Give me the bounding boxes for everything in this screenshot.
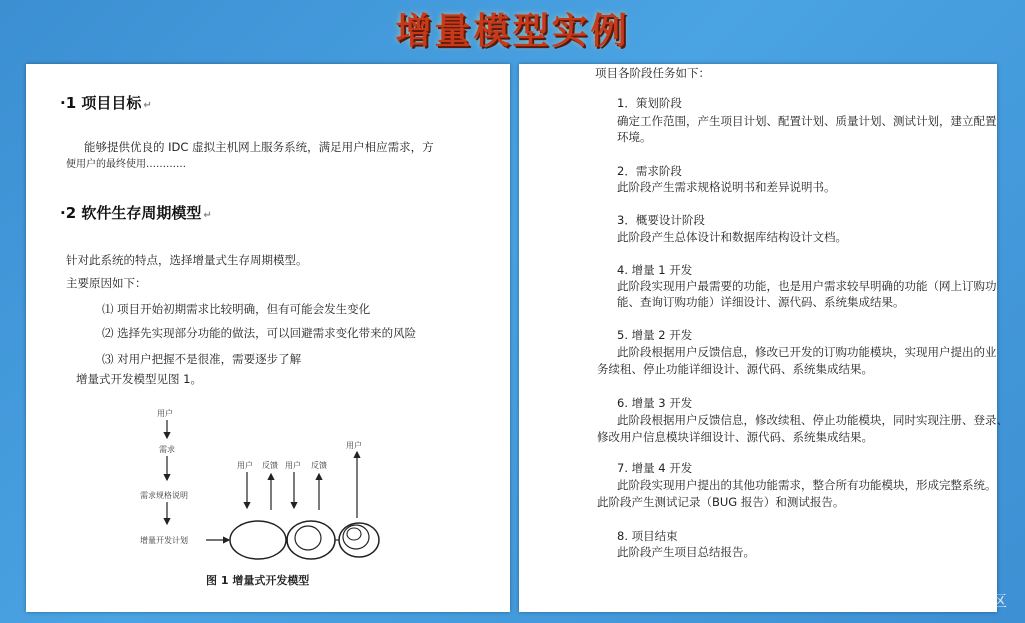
watermark-text: @稀土掘金技术社区 bbox=[871, 592, 1007, 610]
phase-5-line-2: 务续租、停止功能详细设计、源代码、系统集成结果。 bbox=[597, 362, 873, 376]
reason-1: ⑴ 项目开始初期需求比较明确，但有可能会发生变化 bbox=[102, 302, 371, 316]
phase-4-line-2: 能、查询订购功能）详细设计、源代码、系统集成结果。 bbox=[617, 295, 905, 309]
section-2-heading: ·2 软件生存周期模型 ↵ bbox=[60, 204, 212, 222]
section-1-body-line-2: 便用户的最终使用………… bbox=[66, 159, 186, 170]
slide-title: 增量模型实例 bbox=[395, 11, 630, 52]
phase-2-title: 2．需求阶段 bbox=[617, 164, 682, 178]
phases-intro: 项目各阶段任务如下： bbox=[595, 66, 710, 80]
paragraph-figure-ref: 增量式开发模型见图 1。 bbox=[76, 372, 202, 386]
diagram-label-user: 用户 bbox=[157, 409, 173, 418]
phase-1-title: 1．策划阶段 bbox=[617, 96, 682, 110]
phase-4-line-1: 此阶段实现用户最需要的功能，也是用户需求较早明确的功能（网上订购功 bbox=[617, 279, 997, 293]
phase-5-line-1: 此阶段根据用户反馈信息，修改已开发的订购功能模块，实现用户提出的业 bbox=[617, 345, 997, 359]
phase-7-title: 7. 增量 4 开发 bbox=[617, 461, 693, 475]
diagram-label-feedback-2: 反馈 bbox=[311, 461, 327, 470]
diagram-label-plan: 增量开发计划 bbox=[140, 536, 188, 545]
incremental-model-diagram bbox=[26, 394, 510, 594]
phase-1-line-1: 确定工作范围，产生项目计划、配置计划、质量计划、测试计划，建立配置 bbox=[617, 114, 997, 128]
paragraph-model-choice: 针对此系统的特点，选择增量式生存周期模型。 bbox=[66, 253, 308, 267]
diagram-label-feedback-1: 反馈 bbox=[262, 461, 278, 470]
phase-7-line-2: 此阶段产生测试记录（BUG 报告）和测试报告。 bbox=[597, 495, 845, 509]
figure-caption: 图 1 增量式开发模型 bbox=[206, 574, 310, 587]
phase-4-title: 4. 增量 1 开发 bbox=[617, 263, 693, 277]
diagram-label-user-3: 用户 bbox=[285, 461, 301, 470]
phase-8-title: 8. 项目结束 bbox=[617, 529, 678, 543]
diagram-label-user-4: 用户 bbox=[346, 441, 362, 450]
phase-8-line-1: 此阶段产生项目总结报告。 bbox=[617, 545, 755, 559]
phase-5-title: 5. 增量 2 开发 bbox=[617, 328, 693, 342]
diagram-label-spec: 需求规格说明 bbox=[140, 491, 188, 500]
phase-6-line-1: 此阶段根据用户反馈信息，修改续租、停止功能模块，同时实现注册、登录、 bbox=[617, 413, 1008, 427]
diagram-drawing bbox=[26, 394, 510, 594]
right-document-page bbox=[519, 64, 1008, 612]
phase-7-line-1: 此阶段实现用户提出的其他功能需求，整合所有功能模块，形成完整系统。 bbox=[617, 478, 997, 492]
paragraph-reasons: 主要原因如下： bbox=[66, 276, 147, 290]
phase-1-line-2: 环境。 bbox=[617, 130, 652, 144]
section-1-body-line-1: 能够提供优良的 IDC 虚拟主机网上服务系统，满足用户相应需求，方 bbox=[84, 140, 434, 154]
diagram-label-user-2: 用户 bbox=[237, 461, 253, 470]
section-1-heading: ·1 项目目标 ↵ bbox=[60, 94, 152, 112]
phase-3-title: 3．概要设计阶段 bbox=[617, 213, 705, 227]
left-document-page bbox=[26, 64, 510, 612]
reason-3: ⑶ 对用户把握不是很准，需要逐步了解 bbox=[102, 352, 302, 366]
phase-3-line-1: 此阶段产生总体设计和数据库结构设计文档。 bbox=[617, 230, 847, 244]
phase-6-title: 6. 增量 3 开发 bbox=[617, 396, 693, 410]
phase-6-line-2: 修改用户信息模块详细设计、源代码、系统集成结果。 bbox=[597, 430, 873, 444]
diagram-label-requirements: 需求 bbox=[159, 445, 175, 454]
phase-2-line-1: 此阶段产生需求规格说明书和差异说明书。 bbox=[617, 180, 836, 194]
reason-2: ⑵ 选择先实现部分功能的做法，可以回避需求变化带来的风险 bbox=[102, 326, 417, 340]
